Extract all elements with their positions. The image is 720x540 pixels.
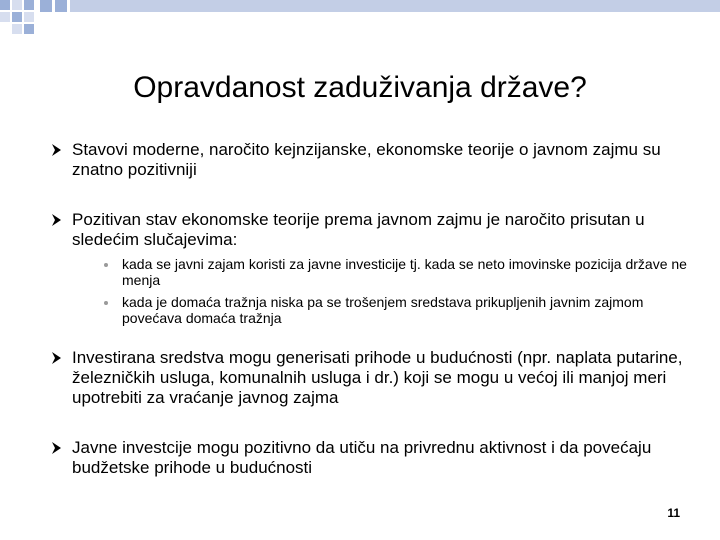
header-decoration	[0, 0, 720, 40]
arrowhead-icon	[52, 214, 61, 226]
page-number: 11	[667, 506, 680, 520]
sub-bullet-list	[104, 256, 692, 326]
bullet-text: Pozitivan stav ekonomske teorije prema javnom zajmu je naročito prisutan u sledećim slučajevima:	[72, 210, 645, 249]
sub-list-item	[104, 294, 692, 326]
slide-title: Opravdanost zaduživanja države?	[133, 71, 587, 104]
bullet-text: Javne investcije mogu pozitivno da utiču na privrednu aktivnost i da povećaju budžetske prihode u budućnosti	[72, 438, 652, 477]
dot-icon	[104, 263, 108, 267]
list-item	[52, 348, 692, 408]
sub-bullet-text: kada je domaća tražnja niska pa se trošenjem sredstava prikupljenih javnim zajmom povećava domaća tražnja	[122, 294, 644, 326]
list-item	[52, 438, 692, 478]
list-item	[52, 140, 692, 180]
sub-list-item	[104, 256, 692, 288]
arrowhead-icon	[52, 442, 61, 454]
list-item	[52, 210, 692, 326]
bullet-list	[52, 140, 692, 478]
bullet-text: Investirana sredstva mogu generisati prihode u budućnosti (npr. naplata putarine, železničkih usluga, komunalnih usluga i dr.) koji se mogu u većoj ili manjoj meri upotrebiti za vraćanje javnog zajma	[72, 348, 683, 407]
dot-icon	[104, 301, 108, 305]
arrowhead-icon	[52, 144, 61, 156]
sub-bullet-text: kada se javni zajam koristi za javne investicije tj. kada se neto imovinske pozicija države ne menja	[122, 256, 687, 288]
arrowhead-icon	[52, 352, 61, 364]
bullet-text: Stavovi moderne, naročito kejnzijanske, ekonomske teorije o javnom zajmu su znatno pozitivniji	[72, 140, 661, 179]
